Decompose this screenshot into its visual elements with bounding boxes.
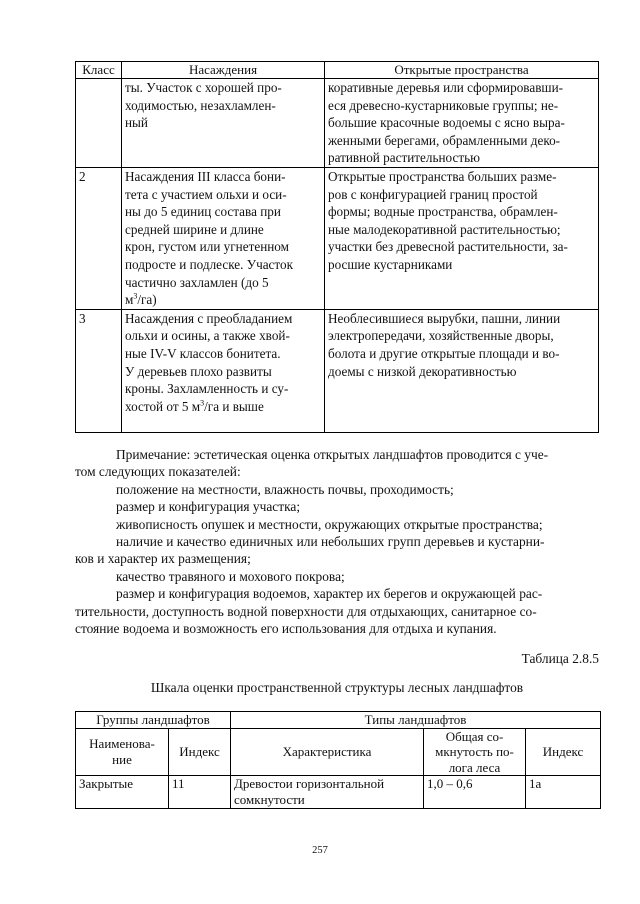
header-closure: Общая со- мкнутость по- лога леса (424, 728, 526, 776)
header-landscape-types: Типы ландшафтов (231, 712, 601, 729)
open-spaces-cell: коративные деревья или сформировавши- еся древесно-кустарниковые группы; не- большие красочные водоемы с ясно выра- женными берегами, обрамленными деко- ративной растительностью (325, 79, 599, 168)
header-index: Индекс (169, 728, 231, 776)
table-row (76, 168, 599, 310)
table-row (76, 309, 599, 432)
planting-class-table (75, 61, 599, 433)
open-spaces-cell: Открытые пространства больших разме- ров с конфигурацией границ простой формы; водные пространства, обрамлен- ные малодекоративной растительностью; участки без древесной растительности, за- росшие кустарниками (325, 168, 599, 310)
note-item: живописность опушек и местности, окружающих открытые пространства; (116, 516, 543, 532)
note-item: размер и конфигурация водоемов, характер их берегов и окружающей рас- тительности, доступность водной поверхности для отдыхающих, санитарное со- стояние водоема и возможность его использования для отдыха и купания. (75, 586, 543, 637)
header-landscape-groups: Группы ландшафтов (76, 712, 231, 729)
table-subheader-row (76, 728, 601, 776)
note-section (75, 446, 599, 637)
page-number: 257 (312, 845, 328, 856)
note-item: качество травяного и мохового покрова; (116, 568, 345, 584)
plantings-cell (122, 309, 325, 432)
landscape-scale-table (75, 711, 601, 809)
header-type-index: Индекс (526, 728, 601, 776)
table-header-row (76, 712, 601, 729)
plantings-text-tail: /га) (137, 292, 157, 308)
superscript: 3 (133, 291, 138, 301)
landscape-name-cell: Закрытые (76, 776, 169, 809)
note-item: размер и конфигурация участка; (116, 499, 301, 515)
header-class: Класс (76, 62, 122, 79)
note-intro: Примечание: эстетическая оценка открытых ландшафтов проводится с уче- том следующих показателей: (75, 447, 549, 480)
table-header-row (76, 62, 599, 79)
class-cell (76, 79, 122, 168)
table-title: Шкала оценки пространственной структуры лесных ландшафтов (150, 680, 524, 695)
plantings-text-tail: /га и выше (204, 398, 264, 414)
class-cell: 3 (76, 309, 122, 432)
note-item: положение на местности, влажность почвы, проходимость; (116, 481, 454, 497)
landscape-index-cell: 11 (169, 776, 231, 809)
superscript: 3 (200, 398, 205, 408)
type-index-cell: 1а (526, 776, 601, 809)
plantings-text: Насаждения с преобладанием ольхи и осины, а также хвой- ные IV-V классов бонитета. У деревьев плохо развиты кроны. Захламленность и су- хостой от 5 м (125, 310, 293, 414)
class-cell: 2 (76, 168, 122, 310)
header-open-spaces: Открытые пространства (325, 62, 599, 79)
header-name: Наименова- ние (76, 728, 169, 776)
table-number: Таблица 2.8.5 (521, 651, 599, 666)
table-row (76, 79, 599, 168)
plantings-cell: ты. Участок с хорошей про- ходимостью, незахламлен- ный (122, 79, 325, 168)
plantings-text: Насаждения III класса бони- тета с участием ольхи и оси- ны до 5 единиц состава при средней ширине и длине крон, густом или угнетенном подросте и подлеске. Участок частично захламлен (до 5 м (125, 169, 294, 308)
open-spaces-cell: Необлесившиеся вырубки, пашни, линии электропередачи, хозяйственные дворы, болота и другие открытые площади и во- доемы с низкой декоративностью (325, 309, 599, 432)
header-characteristic: Характеристика (231, 728, 424, 776)
plantings-cell (122, 168, 325, 310)
header-plantings: Насаждения (122, 62, 325, 79)
characteristic-cell: Древостои горизонтальной сомкнутости (231, 776, 424, 809)
closure-cell: 1,0 – 0,6 (424, 776, 526, 809)
table-row (76, 776, 601, 809)
note-item: наличие и качество единичных или небольших групп деревьев и кустарни- ков и характер их размещения; (75, 534, 545, 567)
